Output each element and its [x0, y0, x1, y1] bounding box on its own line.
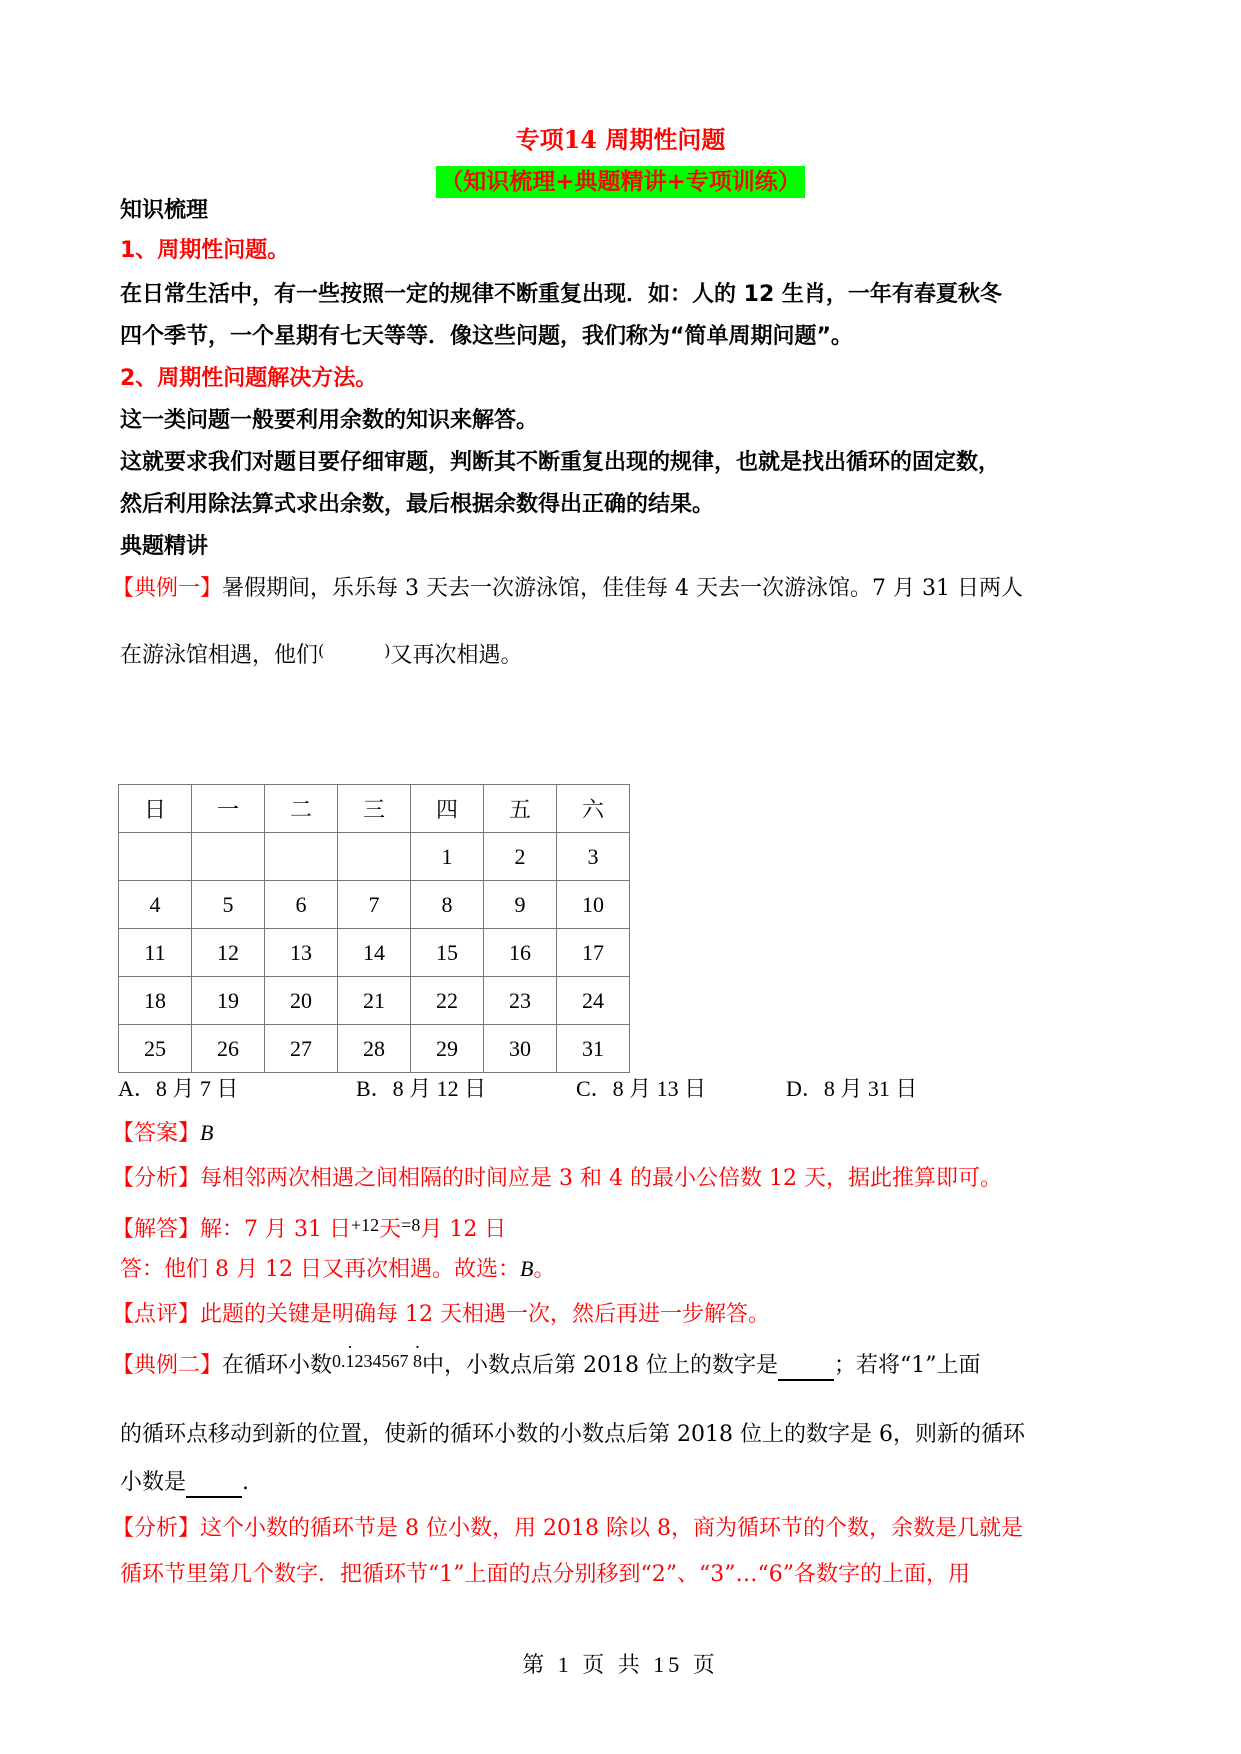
ex1-comment — [112, 1300, 770, 1330]
calendar-cell: 1 — [411, 833, 484, 881]
ex1-question-2a: 在游泳馆相遇，他们 — [120, 643, 319, 668]
analysis-tag: 【分析】 — [112, 1166, 201, 1191]
calendar-cell: 13 — [265, 929, 338, 977]
ex2-line3-a: 小数是 — [120, 1470, 187, 1495]
conclusion-a: 答：他们 8 月 12 日又再次相遇。故选： — [120, 1257, 520, 1282]
calendar-cell: 2 — [484, 833, 557, 881]
comment-tag: 【点评】 — [112, 1302, 201, 1327]
solution-text-c: 月 12 日 — [420, 1217, 507, 1242]
calendar-row — [119, 1025, 630, 1073]
solution-text-b: 天 — [379, 1217, 402, 1242]
calendar-header: 四 — [411, 785, 484, 833]
fill-blank-1[interactable] — [778, 1357, 834, 1381]
decimal-last-dotted: 8 · — [413, 1346, 422, 1376]
calendar-cell — [265, 833, 338, 881]
calendar-cell: 4 — [119, 881, 192, 929]
calendar-header: 三 — [338, 785, 411, 833]
paren-close: ) — [384, 641, 391, 660]
calendar-cell: 5 — [192, 881, 265, 929]
subtitle-wrap — [0, 166, 1241, 198]
analysis-text: 每相邻两次相遇之间相隔的时间应是 3 和 4 的最小公倍数 12 天，据此推算即可。 — [200, 1166, 1002, 1191]
calendar-cell: 17 — [557, 929, 630, 977]
calendar-cell — [119, 833, 192, 881]
comment-text: 此题的关键是明确每 12 天相遇一次，然后再进一步解答。 — [200, 1302, 770, 1327]
calendar-cell: 25 — [119, 1025, 192, 1073]
answer-value: B — [200, 1120, 214, 1145]
knowledge-heading: 知识梳理 — [120, 198, 209, 223]
calendar-row — [119, 977, 630, 1025]
ex2-text-c: ；若将“1”上面 — [834, 1353, 981, 1378]
calendar-cell: 29 — [411, 1025, 484, 1073]
calendar-header: 五 — [484, 785, 557, 833]
answer-tag: 【答案】 — [112, 1121, 201, 1146]
option-b[interactable]: B．8 月 12 日 — [356, 1076, 487, 1101]
ex1-line2 — [120, 636, 523, 671]
calendar-cell: 27 — [265, 1025, 338, 1073]
fill-blank-2[interactable] — [186, 1474, 242, 1498]
calendar-cell: 28 — [338, 1025, 411, 1073]
solution-text-a: 解：7 月 31 日 — [200, 1217, 351, 1242]
calendar-cell: 6 — [265, 881, 338, 929]
ex2-analysis-line1 — [112, 1514, 1023, 1544]
calendar-cell: 23 — [484, 977, 557, 1025]
calendar-cell: 26 — [192, 1025, 265, 1073]
calendar-row — [119, 833, 630, 881]
solution-eq: = — [401, 1215, 412, 1235]
point2-line2: 这就要求我们对题目要仔细审题，判断其不断重复出现的规律，也就是找出循环的固定数， — [120, 450, 1001, 475]
ex1-question-2b: 又再次相遇。 — [390, 643, 523, 668]
calendar-cell — [338, 833, 411, 881]
calendar-cell: 15 — [411, 929, 484, 977]
calendar-cell: 9 — [484, 881, 557, 929]
conclusion-b: B — [519, 1256, 534, 1281]
calendar-cell: 10 — [557, 881, 630, 929]
page-footer: 第 1 页 共 15 页 — [522, 1652, 719, 1677]
option-d[interactable]: D．8 月 31 日 — [786, 1076, 918, 1101]
point1-title: 1、周期性问题。 — [120, 238, 290, 263]
ex2-line1 — [112, 1346, 981, 1381]
calendar-cell — [192, 833, 265, 881]
calendar-header-row — [119, 785, 630, 833]
ex1-line1 — [112, 574, 1023, 604]
calendar-cell: 31 — [557, 1025, 630, 1073]
calendar-cell: 22 — [411, 977, 484, 1025]
calendar-row — [119, 881, 630, 929]
decimal-first-dotted: 1 · — [346, 1346, 355, 1376]
calendar-cell: 30 — [484, 1025, 557, 1073]
ex1-answer — [112, 1118, 213, 1149]
document-subtitle: （知识梳理+典题精讲+专项训练） — [436, 166, 805, 198]
ex2-text-a: 在循环小数 — [222, 1353, 333, 1378]
calendar-cell: 16 — [484, 929, 557, 977]
point1-line1: 在日常生活中，有一些按照一定的规律不断重复出现．如：人的 12 生肖，一年有春夏秋冬 — [120, 282, 1002, 307]
ex1-conclusion — [120, 1254, 555, 1285]
solution-eight: 8 — [411, 1215, 421, 1235]
point2-title: 2、周期性问题解决方法。 — [120, 366, 378, 391]
examples-heading: 典题精讲 — [120, 534, 209, 559]
calendar-row — [119, 929, 630, 977]
ex2-text-b: 中，小数点后第 2018 位上的数字是 — [422, 1353, 779, 1378]
calendar-cell: 24 — [557, 977, 630, 1025]
calendar-cell: 19 — [192, 977, 265, 1025]
calendar-cell: 3 — [557, 833, 630, 881]
calendar-cell: 12 — [192, 929, 265, 977]
point2-line3: 然后利用除法算式求出余数，最后根据余数得出正确的结果。 — [120, 492, 715, 517]
option-c[interactable]: C．8 月 13 日 — [576, 1076, 707, 1101]
ex2-analysis-tag: 【分析】 — [112, 1516, 201, 1541]
calendar-table — [118, 784, 630, 1073]
calendar-header: 二 — [265, 785, 338, 833]
ex2-line3 — [120, 1468, 249, 1498]
calendar-cell: 14 — [338, 929, 411, 977]
ex1-solution — [112, 1210, 506, 1245]
option-a[interactable]: A．8 月 7 日 — [118, 1076, 239, 1101]
calendar-cell: 8 — [411, 881, 484, 929]
point1-line2: 四个季节，一个星期有七天等等．像这些问题，我们称为“简单周期问题”。 — [120, 324, 853, 349]
calendar-cell: 20 — [265, 977, 338, 1025]
calendar-cell: 18 — [119, 977, 192, 1025]
ex2-analysis-line2: 循环节里第几个数字．把循环节“1”上面的点分别移到“2”、“3”…“6”各数字的上面，用 — [120, 1562, 970, 1587]
calendar-cell: 11 — [119, 929, 192, 977]
calendar-cell: 21 — [338, 977, 411, 1025]
conclusion-c: 。 — [533, 1257, 556, 1282]
calendar-header: 六 — [557, 785, 630, 833]
decimal-middle: 234567 — [354, 1351, 409, 1371]
decimal-prefix: 0. — [332, 1351, 346, 1371]
ex1-tag: 【典例一】 — [112, 576, 223, 601]
ex2-line2: 的循环点移动到新的位置，使新的循环小数的小数点后第 2018 位上的数字是 6，则新的循环 — [120, 1422, 1025, 1447]
calendar-header: 日 — [119, 785, 192, 833]
document-title: 专项14 周期性问题 — [515, 125, 726, 154]
repeating-decimal — [332, 1351, 422, 1371]
solution-plus: +12 — [351, 1215, 380, 1235]
paren-open: ( — [318, 641, 325, 660]
solution-tag: 【解答】 — [112, 1217, 201, 1242]
ex2-line3-b: . — [242, 1470, 250, 1495]
ex1-question-1: 暑假期间，乐乐每 3 天去一次游泳馆，佳佳每 4 天去一次游泳馆。7 月 31 日两人 — [222, 576, 1023, 601]
calendar-cell: 7 — [338, 881, 411, 929]
point2-line1: 这一类问题一般要利用余数的知识来解答。 — [120, 408, 539, 433]
ex2-tag: 【典例二】 — [112, 1353, 223, 1378]
ex2-analysis-text1: 这个小数的循环节是 8 位小数，用 2018 除以 8，商为循环节的个数，余数是几就是 — [200, 1516, 1023, 1541]
calendar-header: 一 — [192, 785, 265, 833]
ex1-analysis — [112, 1164, 1002, 1194]
